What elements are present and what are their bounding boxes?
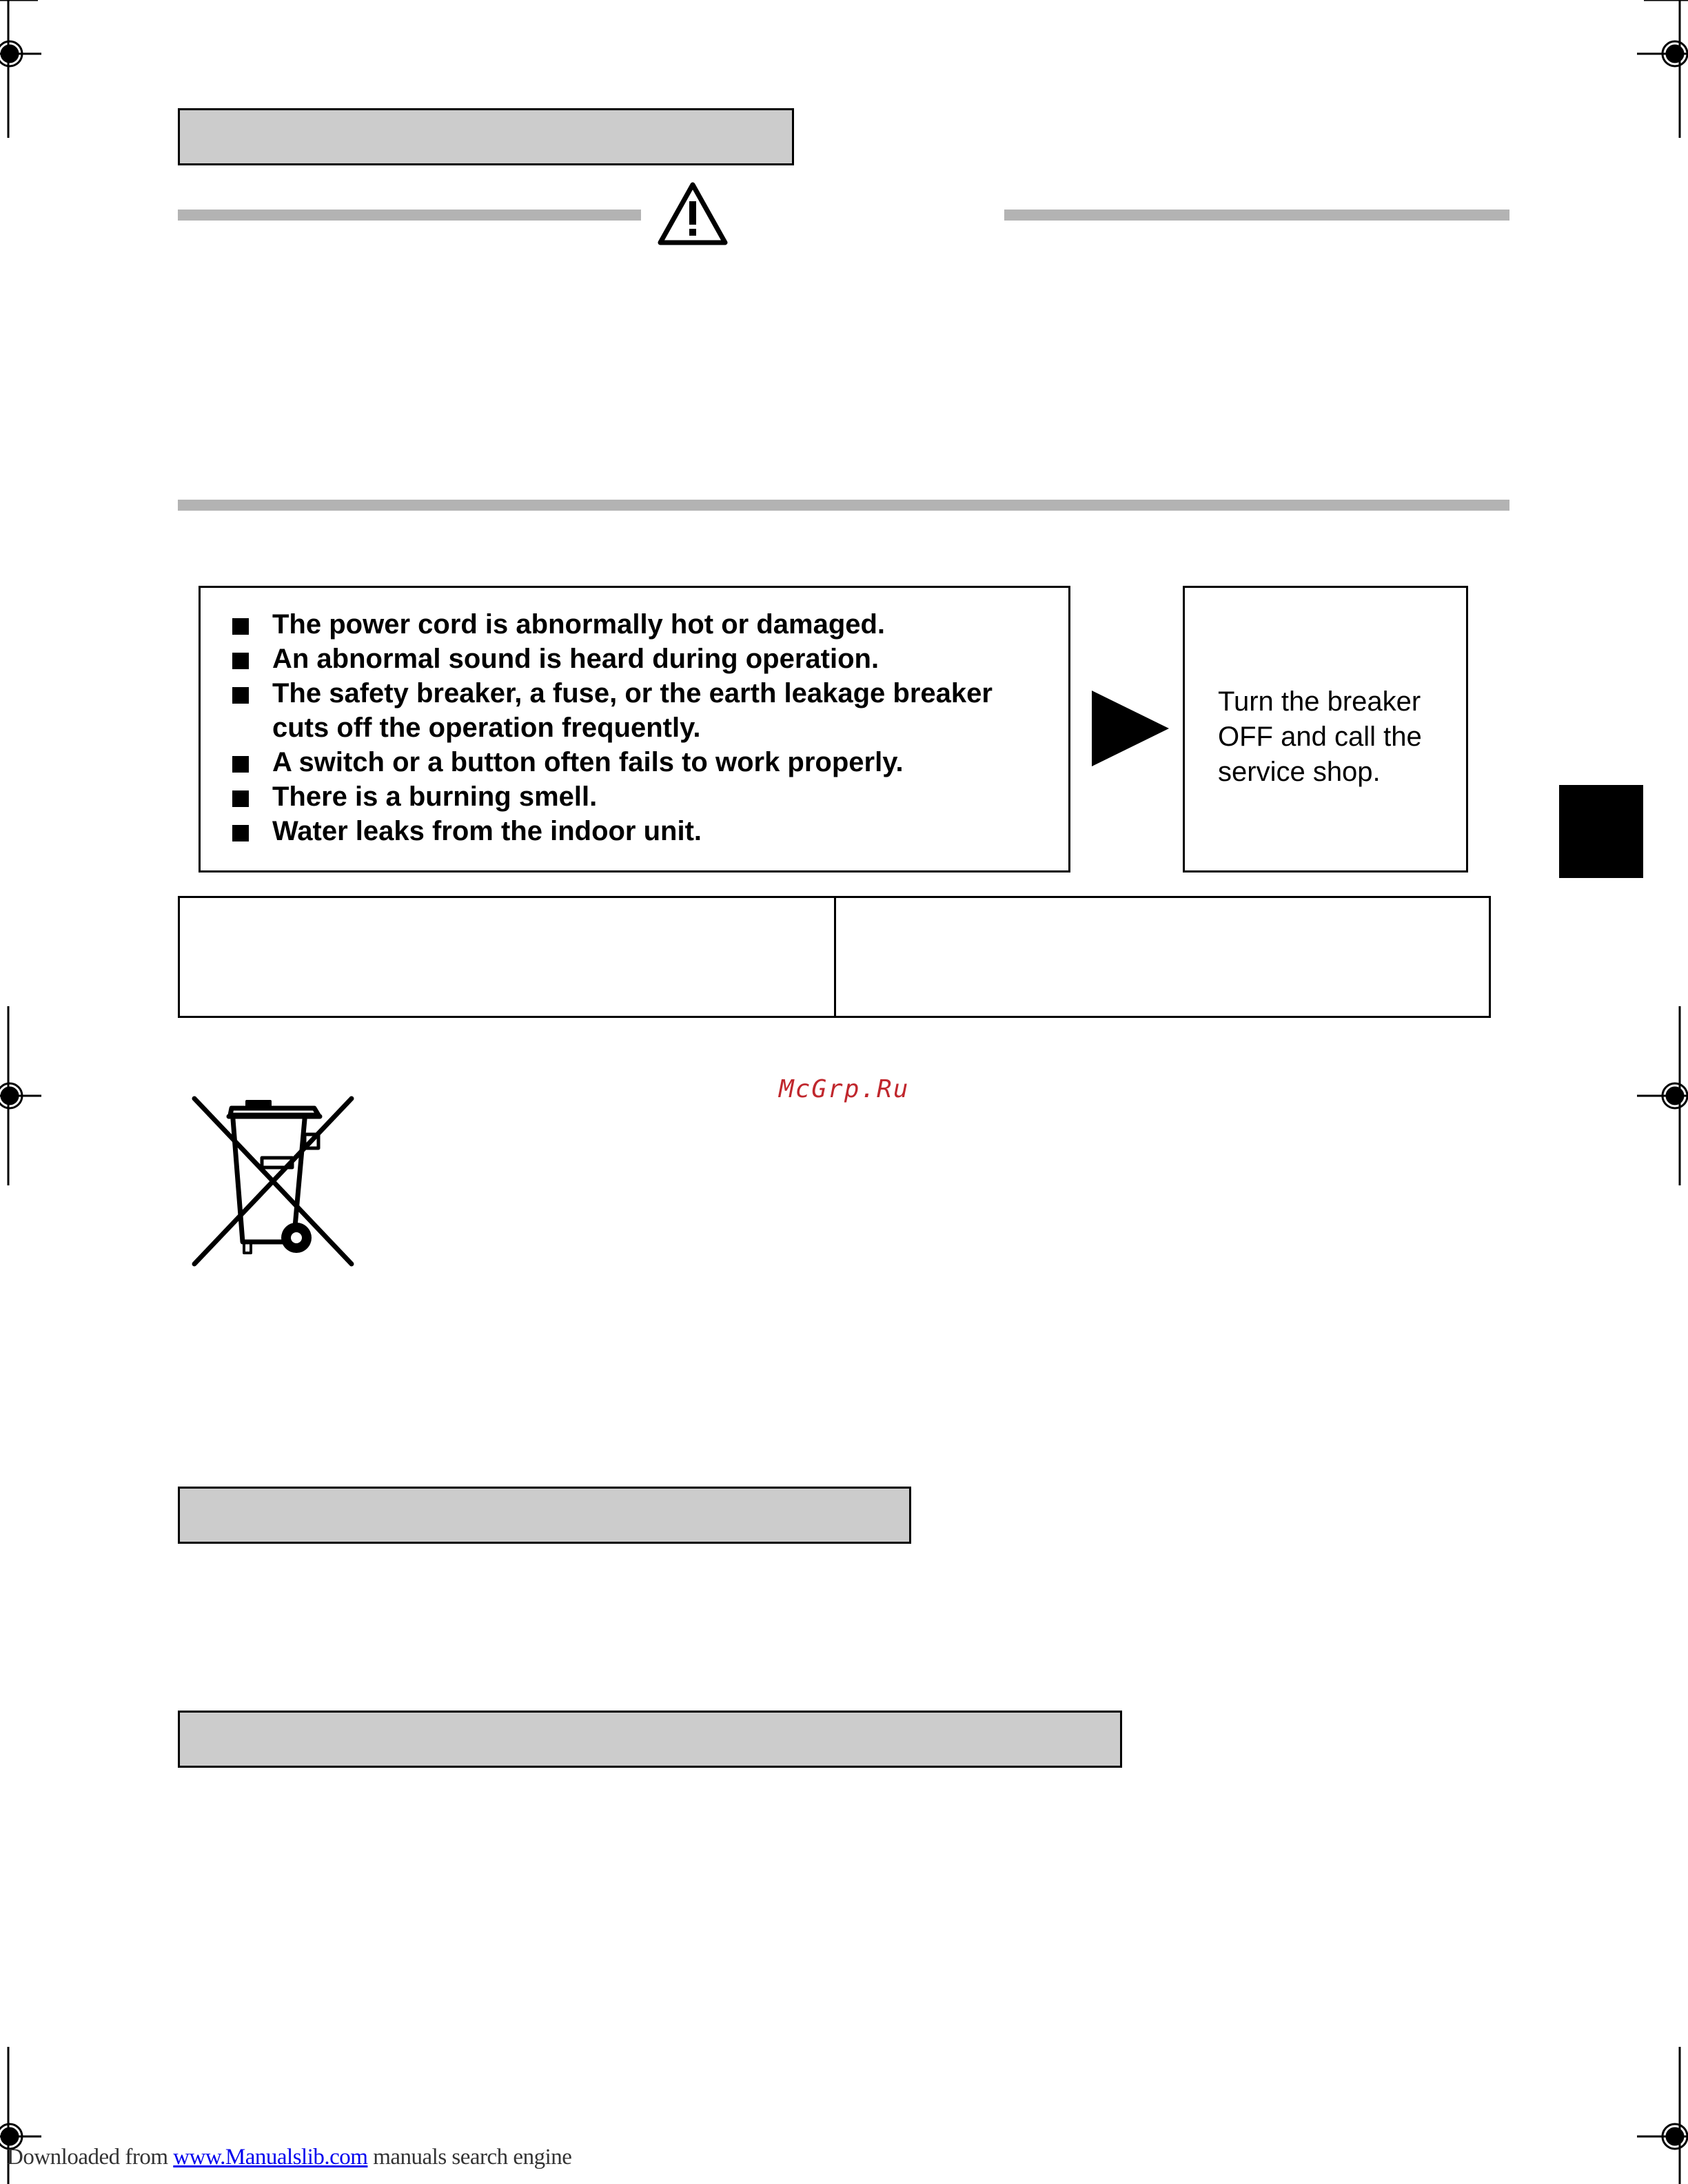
square-bullet-icon (232, 756, 249, 773)
symptom-item (232, 607, 1046, 642)
footer-suffix: manuals search engine (367, 2145, 572, 2170)
action-box (1183, 586, 1468, 872)
symptom-text: Water leaks from the indoor unit. (272, 816, 702, 846)
section-divider-rule (178, 500, 1509, 511)
symptom-item (232, 676, 1046, 745)
arrow-right-icon (1092, 691, 1169, 766)
symptom-text: A switch or a button often fails to work properly. (272, 747, 904, 777)
square-bullet-icon (232, 825, 249, 841)
chapter-tab (1559, 785, 1643, 878)
registration-mark-icon (0, 1006, 41, 1185)
action-text: Turn the breaker OFF and call the service shop. (1218, 686, 1422, 787)
registration-mark-icon (1637, 0, 1688, 138)
symptom-box (199, 586, 1070, 872)
square-bullet-icon (232, 687, 249, 704)
manualslib-link[interactable]: www.Manualslib.com (173, 2145, 368, 2170)
footer-prefix: Downloaded from (7, 2145, 174, 2170)
warning-triangle-icon (656, 181, 729, 247)
symptom-item (232, 745, 1046, 779)
square-bullet-icon (232, 790, 249, 807)
section-heading-bar-1 (178, 108, 794, 165)
section-heading-bar-3 (178, 1711, 1122, 1768)
footer-line (7, 2145, 571, 2170)
info-table-divider (834, 898, 836, 1016)
info-table (178, 896, 1491, 1018)
square-bullet-icon (232, 653, 249, 669)
warning-rule-right (1004, 210, 1509, 221)
symptom-item (232, 642, 1046, 676)
symptom-text: The safety breaker, a fuse, or the earth leakage breaker cuts off the operation frequently. (272, 678, 993, 743)
section-heading-bar-2 (178, 1487, 911, 1544)
watermark-text: McGrp.Ru (779, 1075, 910, 1103)
registration-mark-icon (1637, 1006, 1688, 1185)
symptom-item (232, 779, 1046, 814)
symptom-text: The power cord is abnormally hot or damaged. (272, 609, 886, 640)
symptom-text: An abnormal sound is heard during operation. (272, 644, 879, 674)
square-bullet-icon (232, 618, 249, 635)
crossed-out-wheelie-bin-icon (190, 1094, 356, 1267)
symptom-text: There is a burning smell. (272, 782, 598, 812)
warning-rule-left (178, 210, 641, 221)
symptom-item (232, 814, 1046, 848)
registration-mark-icon (0, 0, 41, 138)
registration-mark-icon (1637, 2047, 1688, 2184)
symptom-list (232, 607, 1046, 848)
